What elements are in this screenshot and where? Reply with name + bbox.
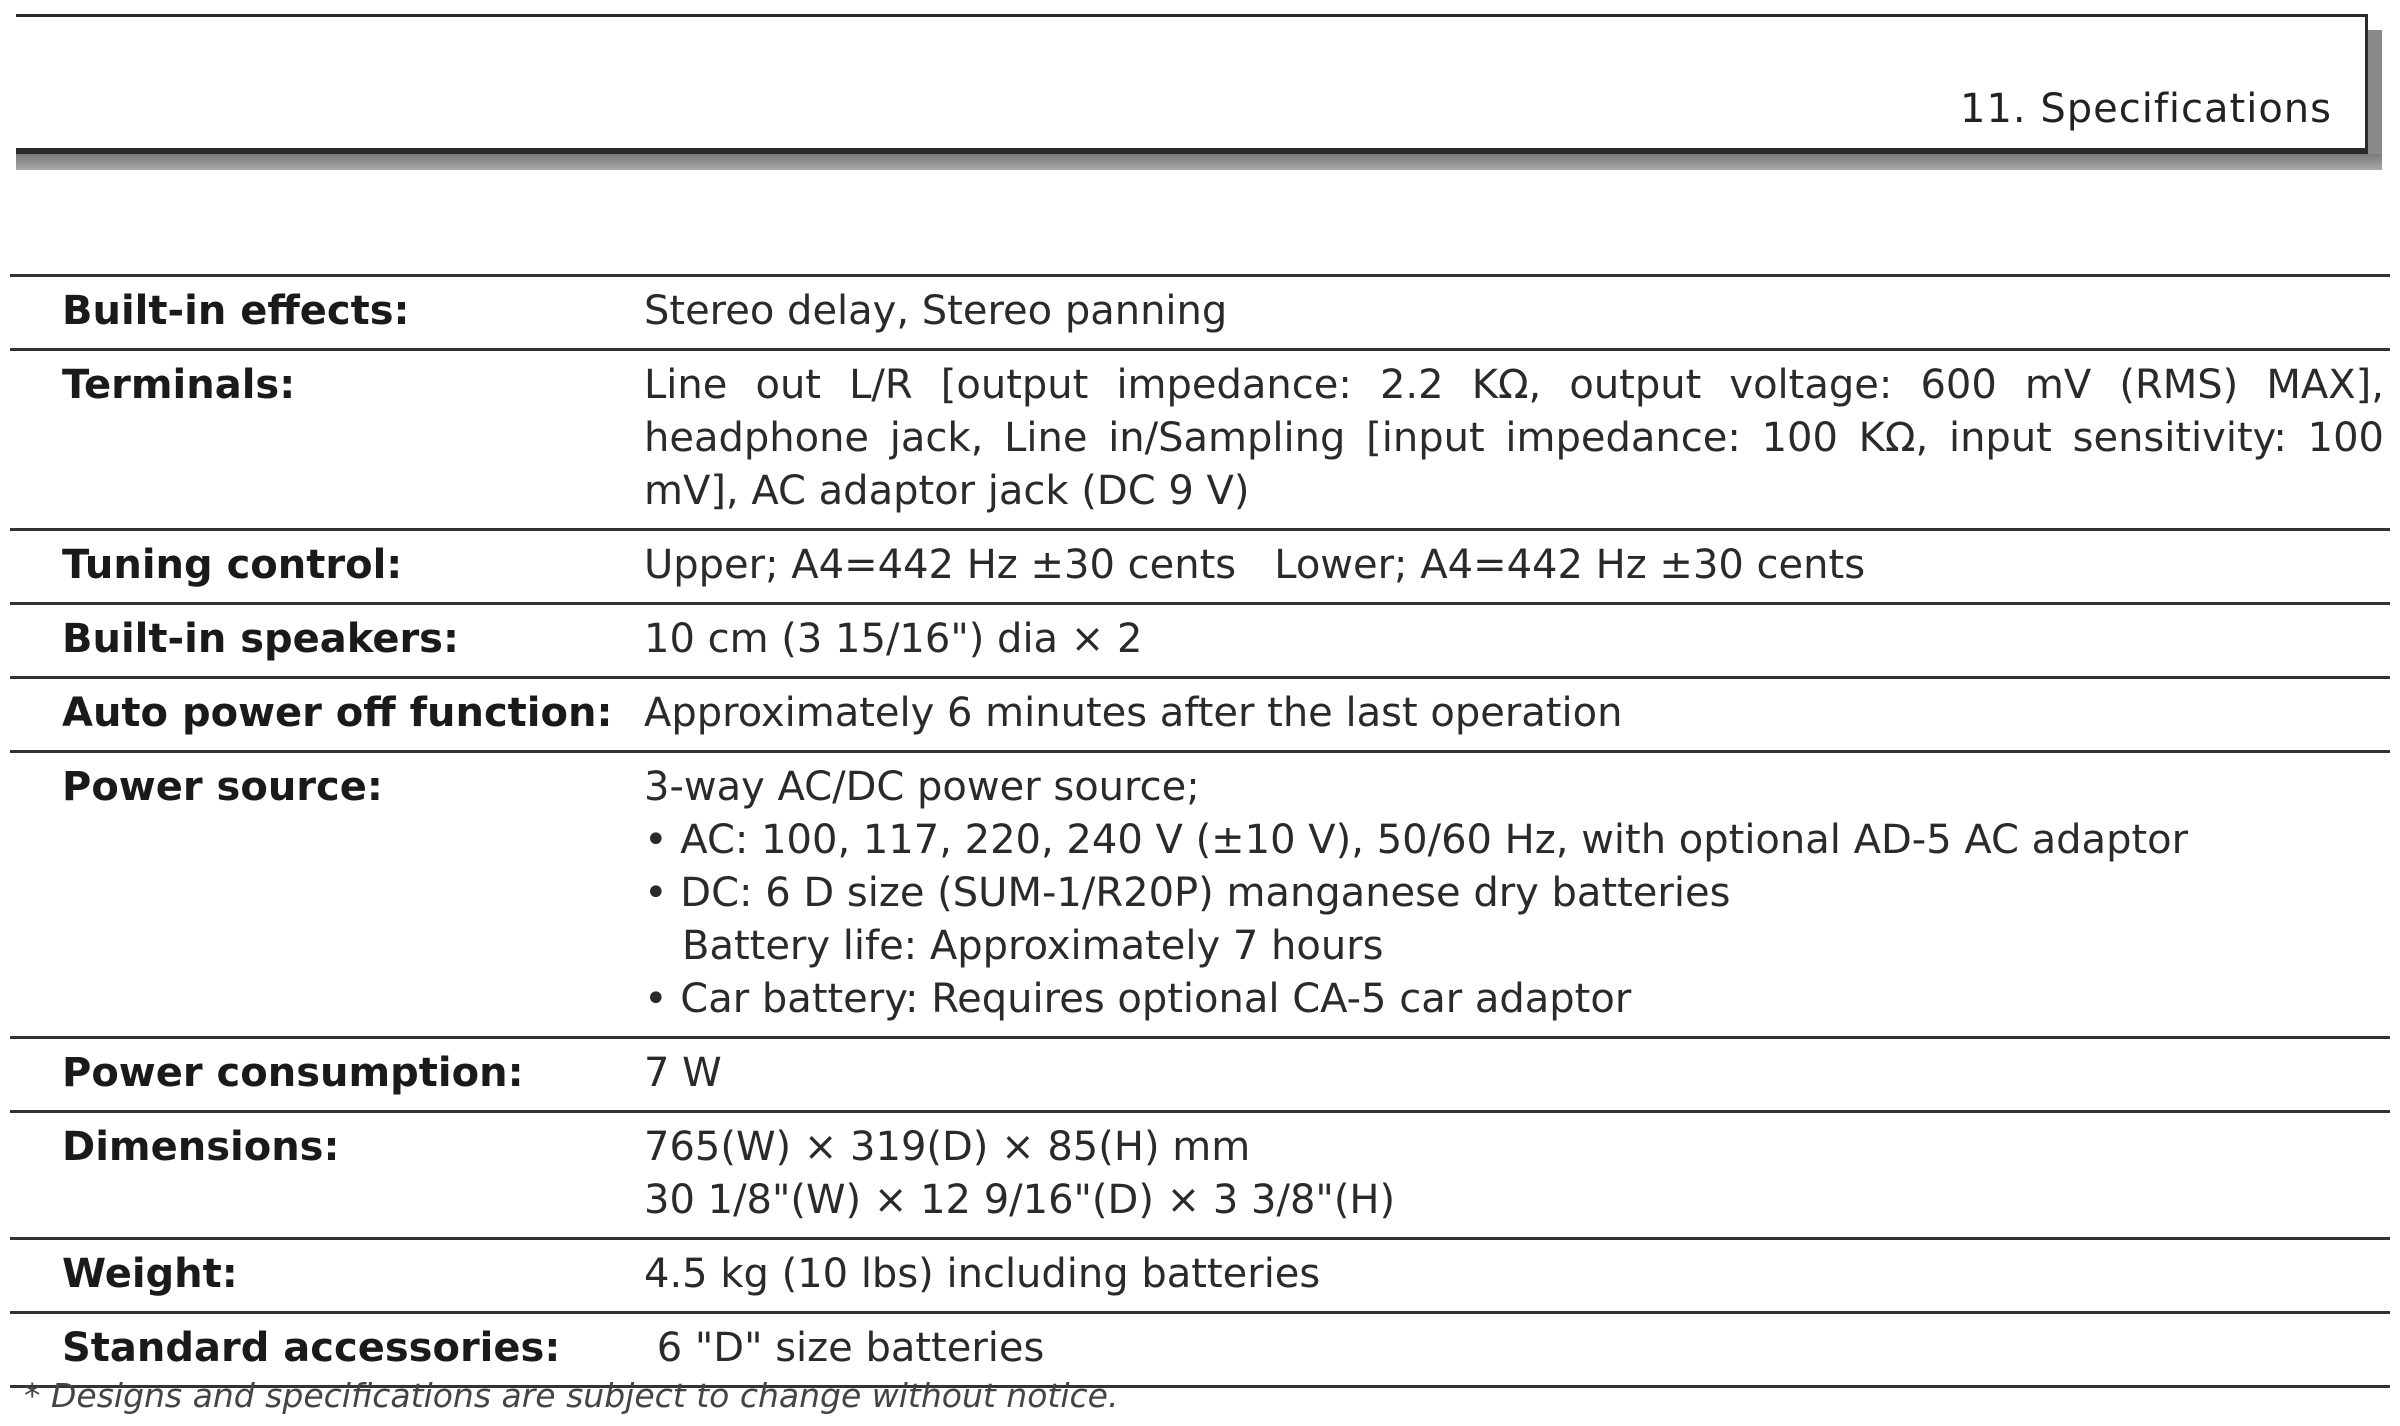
section-header [16,14,2368,154]
spec-value-line: • AC: 100, 117, 220, 240 V (±10 V), 50/60 Hz, with optional AD-5 AC adaptor [644,817,2189,863]
spec-value-line: Upper; A4=442 Hz ±30 cents Lower; A4=442 Hz ±30 cents [644,542,1866,588]
header-shadow-right [2368,30,2382,170]
spec-value-line: 3-way AC/DC power source; [644,764,1200,810]
spec-row-power-source [10,752,2390,1038]
spec-value-line: Approximately 6 minutes after the last operation [644,690,1623,736]
spec-value [644,1112,2390,1239]
spec-value-line: • Car battery: Requires optional CA-5 car adaptor [644,976,1632,1022]
spec-value-line: Line out L/R [output impedance: 2.2 KΩ, output voltage: 600 mV (RMS) MAX], headphone jack, Line in/Sampling [input impedance: 100 KΩ, input sensitivity: 100 mV], AC adaptor jack (DC 9 V) [644,362,2384,514]
spec-row-weight [10,1239,2390,1313]
spec-label: Power consumption: [10,1038,644,1112]
spec-value [644,752,2390,1038]
spec-value [644,350,2390,530]
spec-row-dimensions [10,1112,2390,1239]
spec-label: Power source: [10,752,644,1038]
spec-row-tuning-control [10,530,2390,604]
spec-label: Built-in effects: [10,276,644,350]
spec-value [644,678,2390,752]
spec-value [644,604,2390,678]
footnote: * Designs and specifications are subject to change without notice. [24,1376,1119,1415]
spec-row-terminals [10,350,2390,530]
spec-value-line: 7 W [644,1050,722,1096]
spec-value [644,276,2390,350]
spec-value [644,1038,2390,1112]
spec-label: Dimensions: [10,1112,644,1239]
spec-label: Terminals: [10,350,644,530]
section-title: 11. Specifications [1960,86,2332,132]
spec-value [644,1239,2390,1313]
spec-row-power-consumption [10,1038,2390,1112]
spec-value-line: 10 cm (3 15/16") dia × 2 [644,616,1143,662]
spec-label: Tuning control: [10,530,644,604]
spec-row-auto-power-off [10,678,2390,752]
spec-value [644,530,2390,604]
spec-label: Auto power off function: [10,678,644,752]
spec-value-line: Battery life: Approximately 7 hours [682,923,1384,969]
spec-value-line: 30 1/8"(W) × 12 9/16"(D) × 3 3/8"(H) [644,1177,1396,1223]
spec-value-line: 765(W) × 319(D) × 85(H) mm [644,1124,1251,1170]
spec-value-line: 6 "D" size batteries [644,1325,1045,1371]
spec-value-line: 4.5 kg (10 lbs) including batteries [644,1251,1321,1297]
spec-label: Built-in speakers: [10,604,644,678]
spec-label: Weight: [10,1239,644,1313]
spec-table [10,274,2390,1388]
spec-row-built-in-effects [10,276,2390,350]
spec-row-built-in-speakers [10,604,2390,678]
spec-value-line: • DC: 6 D size (SUM-1/R20P) manganese dry batteries [644,870,1731,916]
spec-label: Standard accessories: [10,1313,644,1387]
header-shadow-bottom [16,154,2382,170]
spec-value-line: Stereo delay, Stereo panning [644,288,1228,334]
